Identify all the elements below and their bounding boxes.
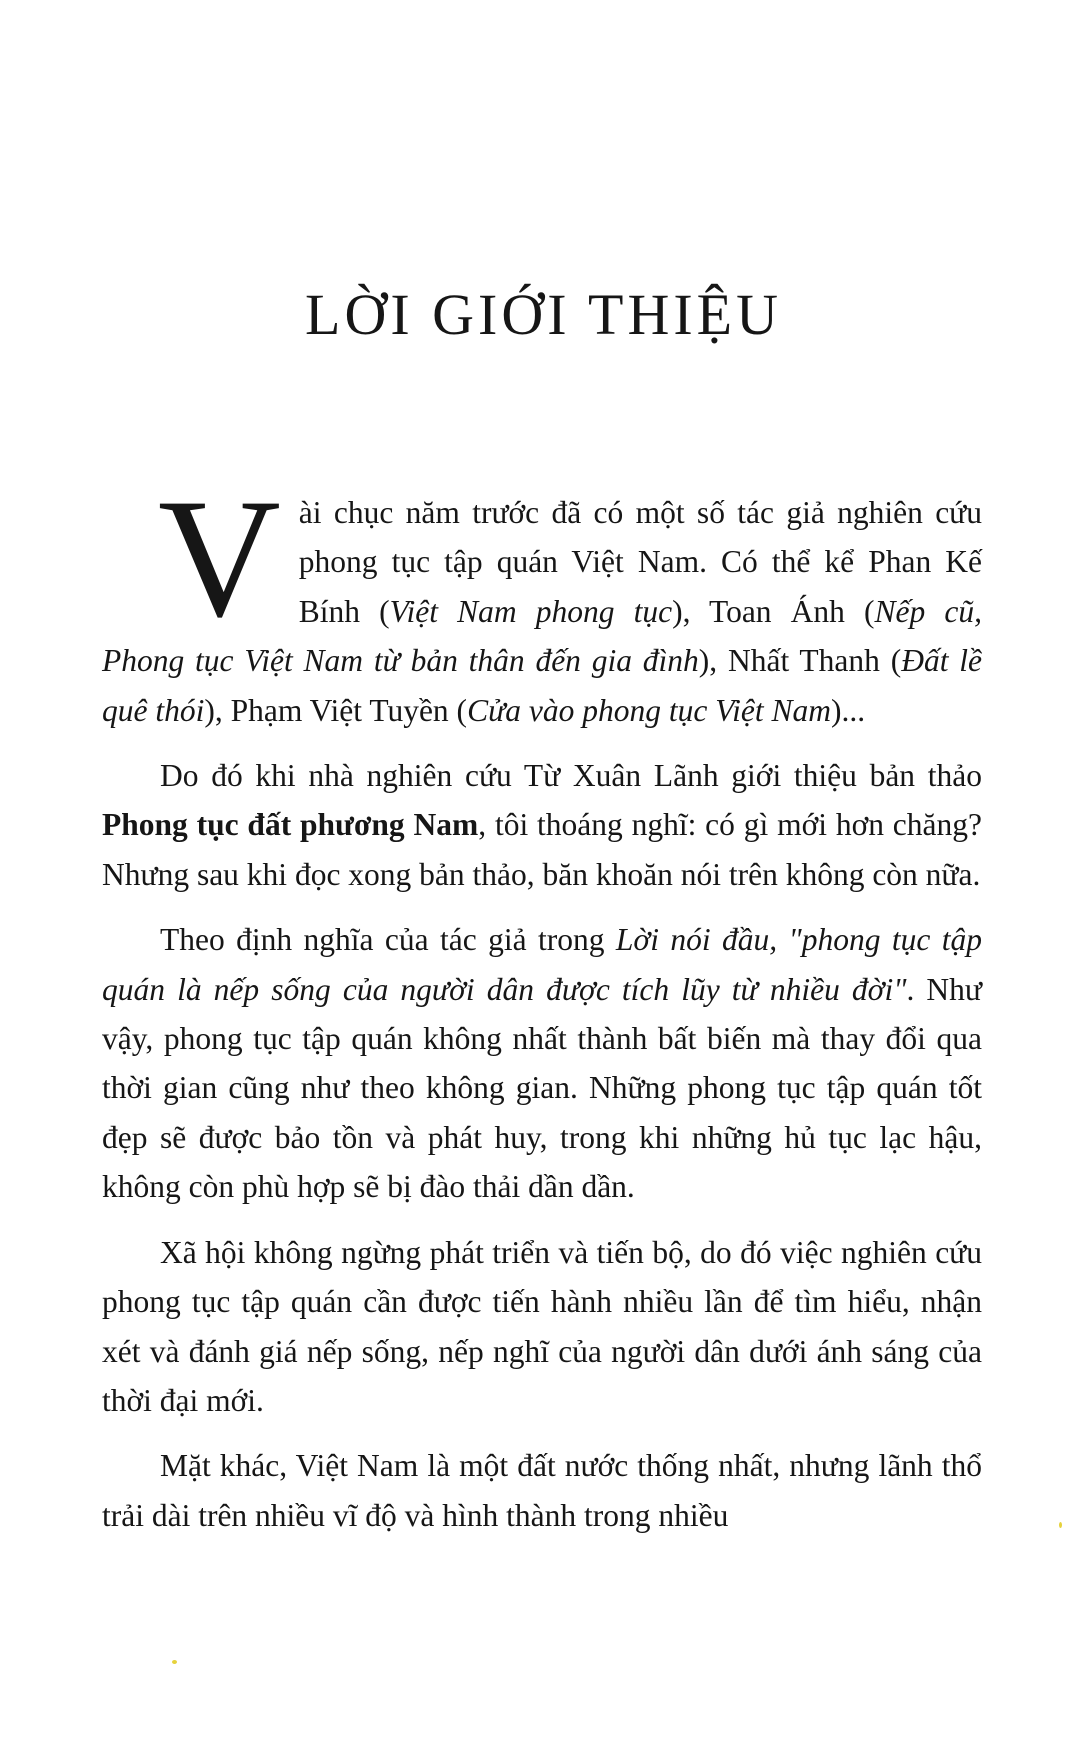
scan-speck-1 — [172, 1660, 177, 1664]
p1-text-2: ), Toan Ánh ( — [672, 593, 875, 629]
p5-text-1: Mặt khác, Việt Nam là một đất nước thống nhất, nhưng lãnh thổ trải dài trên nhiều vĩ độ và hình thành trong nhiều — [102, 1448, 982, 1533]
p3-text-1: Theo định nghĩa của tác giả trong — [160, 922, 616, 958]
p1-italic-3: Đất lề quê thói — [102, 643, 982, 728]
p1-italic-1: Việt Nam phong tục — [389, 593, 673, 629]
p1-text-1: ài chục năm trước đã có một số tác giả nghiên cứu phong tục tập quán Việt Nam. Có thể kể Phan Kế Bính ( — [298, 495, 982, 629]
paragraph-2 — [102, 751, 982, 899]
p1-text-4: ), Phạm Việt Tuyền ( — [204, 692, 468, 728]
p3-text-2: . Như vậy, phong tục tập quán không nhất thành bất biến mà thay đổi qua thời gian cũng như theo không gian. Những phong tục tập quán tốt đẹp sẽ được bảo tồn và phát huy, trong khi những hủ tục lạc hậu, không còn phù hợp sẽ bị đào thải dần dần. — [102, 971, 982, 1205]
drop-cap: V — [158, 464, 281, 652]
p2-bold-title: Phong tục đất phương Nam — [102, 807, 479, 843]
page-title: LỜI GIỚI THIỆU — [305, 282, 782, 347]
p1-italic-4: Cửa vào phong tục Việt Nam — [467, 692, 831, 728]
p1-text-5: )... — [831, 692, 866, 728]
p4-text-1: Xã hội không ngừng phát triển và tiến bộ, do đó việc nghiên cứu phong tục tập quán cần được tiến hành nhiều lần để tìm hiểu, nhận xét và đánh giá nếp sống, nếp nghĩ của người dân dưới ánh sáng của thời đại mới. — [102, 1234, 982, 1418]
paragraph-5 — [102, 1441, 982, 1540]
body-text — [102, 464, 983, 1556]
paragraph-3 — [102, 915, 982, 1211]
p2-text-2: , tôi thoáng nghĩ: có gì mới hơn chăng? Nhưng sau khi đọc xong bản thảo, băn khoăn nói trên không còn nữa. — [102, 807, 982, 892]
p2-text-1: Do đó khi nhà nghiên cứu Từ Xuân Lãnh giới thiệu bản thảo — [160, 758, 982, 794]
p1-italic-2: Nếp cũ, Phong tục Việt Nam từ bản thân đến gia đình — [102, 593, 982, 679]
p3-italic-quote: Lời nói đầu, "phong tục tập quán là nếp sống của người dân được tích lũy từ nhiều đời" — [102, 922, 983, 1007]
paragraph-1 — [102, 464, 982, 735]
paragraph-4 — [102, 1228, 982, 1426]
p1-text-3: ), Nhất Thanh ( — [698, 643, 902, 679]
scan-speck-2 — [1059, 1522, 1062, 1528]
